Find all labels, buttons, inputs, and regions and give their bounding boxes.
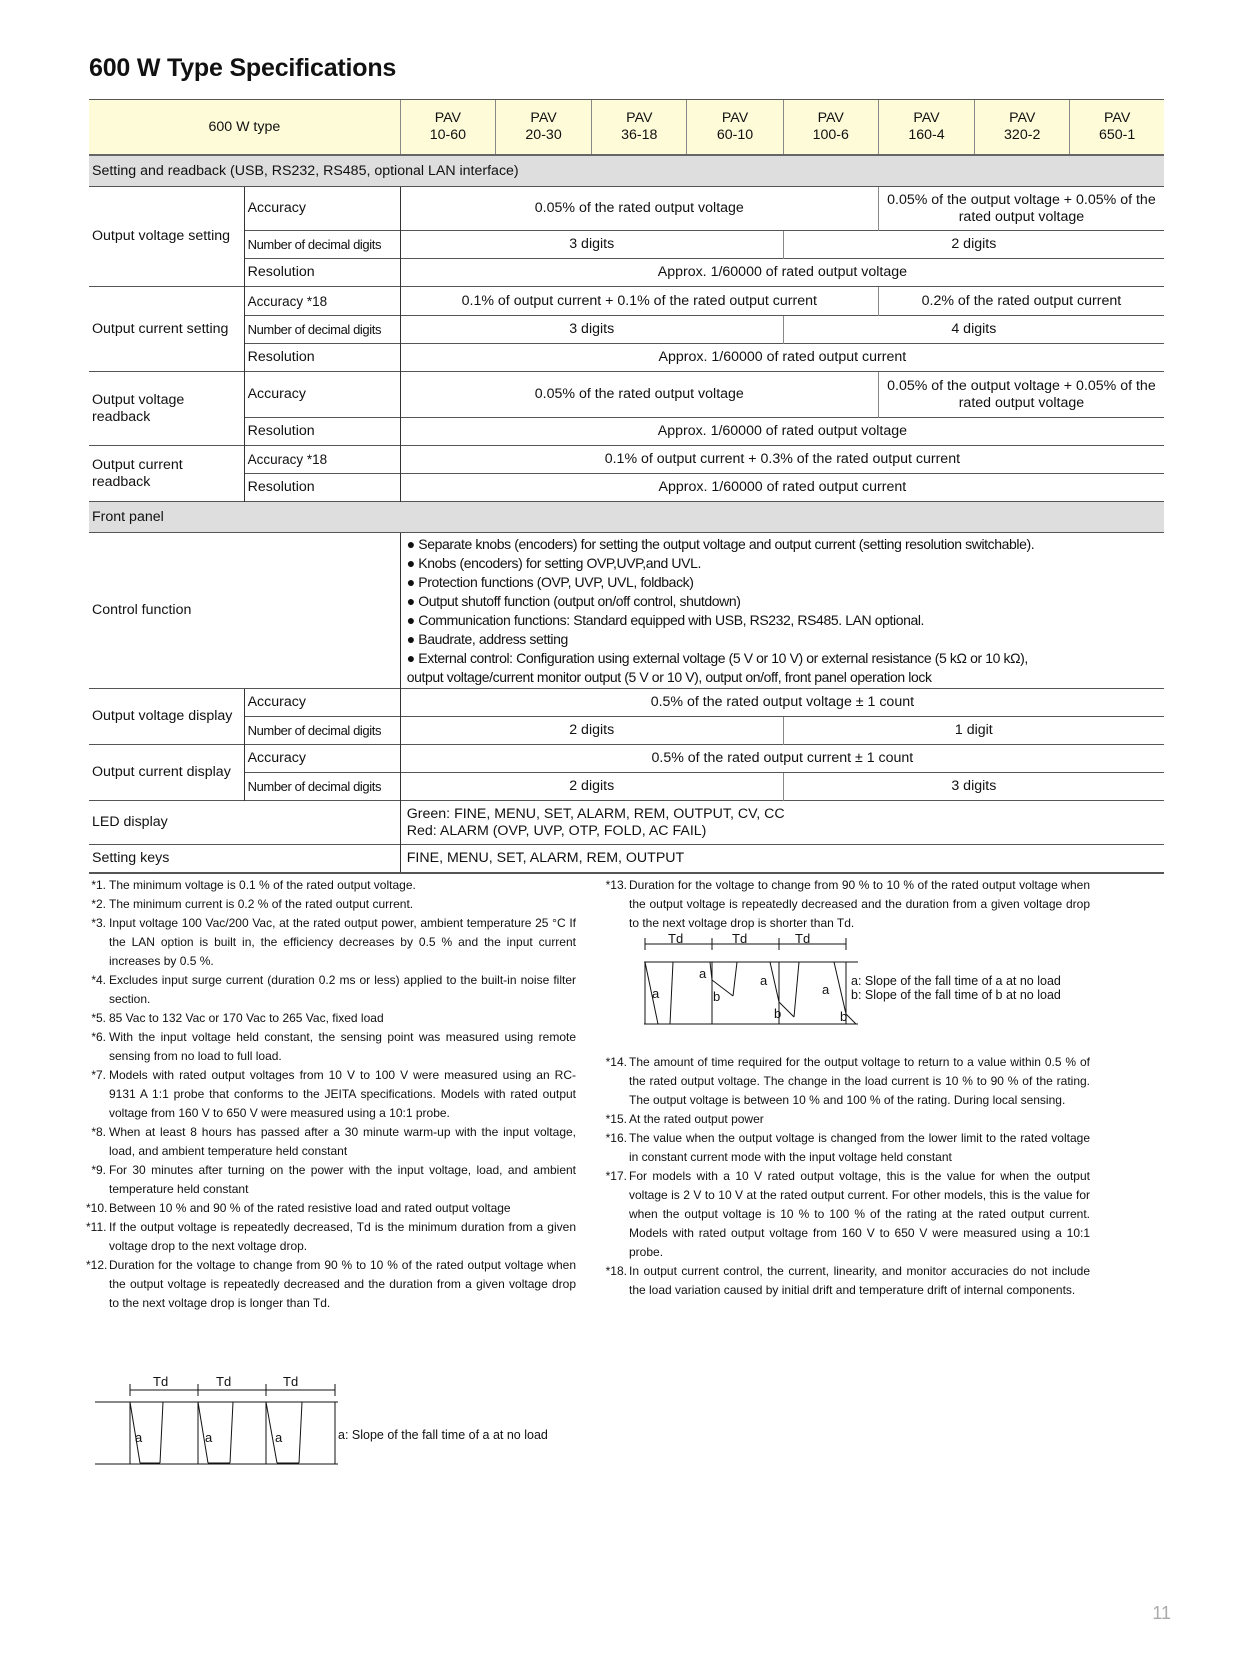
svg-text:b: b [774,1006,782,1021]
svg-text:a: a [205,1430,213,1445]
footnotes-left [86,876,576,1313]
svg-text:Td: Td [795,932,811,946]
model-col: PAV 60-10 [687,100,783,156]
svg-text:Td: Td [668,932,684,946]
svg-text:Td: Td [732,932,748,946]
model-col: PAV 10-60 [400,100,495,156]
model-col: PAV 320-2 [975,100,1070,156]
param-label: Number of decimal digits [244,773,400,801]
footnote: *12. Duration for the voltage to change from 90 % to 10 % of the rated output voltage when the output voltage is repeatedly decreased and the duration from a given voltage drop to the next voltage drop is longer than Td. [86,1258,576,1310]
row-group-label: Output voltage display [89,689,244,745]
footnote: *7. Models with rated output voltages from 10 V to 100 V were measured using an RC-9131 A 1:1 probe that conforms to the JEITA specifications. Models with rated output voltage from 160 V to 650 V were measured using a 10:1 probe. [91,1068,576,1120]
row-group-label: Output voltage readback [89,372,244,446]
param-label: Resolution [244,344,400,372]
value-cell: 4 digits [783,316,1164,344]
diagram-legend: b: Slope of the fall time of b at no load [851,988,1061,1002]
list-item: ● Baudrate, address setting [406,630,568,647]
footnote: *3. Input voltage 100 Vac/200 Vac, at the rated output power, ambient temperature 25 °C If the LAN option is built in, the efficiency decreases by 0.5 % and the input current increases by 0.5 %. [91,916,576,968]
value-cell: 3 digits [400,316,783,344]
diagram-legend: a: Slope of the fall time of a at no load [338,1428,548,1442]
footnote: *1. The minimum voltage is 0.1 % of the rated output voltage. [91,878,416,892]
footnote: *15. At the rated output power [605,1112,764,1126]
footnote: *18. In output current control, the current, linearity, and monitor accuracies do not include the load variation caused by initial drift and temperature drift of internal components. [605,1264,1090,1297]
list-item: ● Separate knobs (encoders) for setting the output voltage and output current (setting resolution switchable). [406,535,1035,552]
footnotes-right-top [602,876,1090,933]
param-label: Accuracy *18 [244,287,400,316]
list-item: ● External control: Configuration using external voltage (5 V or 10 V) or external resistance (5 kΩ or 10 kΩ), [406,649,1028,666]
fall-time-diagram-shorter [644,932,1144,1032]
list-item: ● Knobs (encoders) for setting OVP,UVP,and UVL. [406,554,701,571]
value-cell: 2 digits [783,231,1164,259]
param-label: Accuracy [244,689,400,717]
value-cell: 3 digits [783,773,1164,801]
value-cell: 0.1% of output current + 0.1% of the rated output current [400,287,878,316]
list-item: ● Communication functions: Standard equipped with USB, RS232, RS485. LAN optional. [406,611,925,628]
row-group-label: Setting keys [89,845,400,873]
footnote: *5. 85 Vac to 132 Vac or 170 Vac to 265 Vac, fixed load [91,1011,384,1025]
param-label: Accuracy [244,745,400,773]
footnote: *2. The minimum current is 0.2 % of the rated output current. [91,897,414,911]
svg-text:a: a [699,966,707,981]
value-cell: 3 digits [400,231,783,259]
fall-time-diagram-longer [95,1372,595,1482]
led-display-value: Green: FINE, MENU, SET, ALARM, REM, OUTPUT, CV, CC Red: ALARM (OVP, UVP, OTP, FOLD, AC FAIL) [400,801,1164,845]
page-number: 11 [1152,1603,1171,1623]
list-item: output voltage/current monitor output (5 V or 10 V), output on/off, front panel operation lock [406,668,932,685]
param-label: Number of decimal digits [244,717,400,745]
param-label: Number of decimal digits [244,231,400,259]
value-cell: 0.05% of the output voltage + 0.05% of the rated output voltage [878,372,1164,418]
control-function-list [400,533,1164,689]
svg-text:a: a [652,986,660,1001]
svg-text:Td: Td [283,1374,299,1389]
row-group-label: Output current display [89,745,244,801]
value-cell: 0.2% of the rated output current [878,287,1164,316]
model-col: PAV 20-30 [495,100,591,156]
value-cell: 1 digit [783,717,1164,745]
footnote: *13. Duration for the voltage to change from 90 % to 10 % of the rated output voltage when the output voltage is repeatedly decreased and the duration from a given voltage drop to the next voltage drop is shorter than Td. [605,878,1090,930]
row-group-label: Control function [89,533,400,689]
param-label: Accuracy [244,187,400,231]
value-cell: 2 digits [400,717,783,745]
footnote: *11. If the output voltage is repeatedly decreased, Td is the minimum duration from a given voltage drop to the next voltage drop. [86,1220,576,1253]
value-cell: 0.5% of the rated output current ± 1 count [400,745,1164,773]
model-col: PAV 160-4 [878,100,974,156]
footnote: *6. With the input voltage held constant, the sensing point was measured using remote sensing from no load to full load. [91,1030,576,1063]
svg-text:b: b [840,1009,848,1024]
value-cell: Approx. 1/60000 of rated output current [400,474,1164,502]
value-cell: Approx. 1/60000 of rated output current [400,344,1164,372]
page-title: 600 W Type Specifications [89,54,397,82]
footnote: *17. For models with a 10 V rated output voltage, this is the value for when the output voltage is 2 V to 10 V at the rated output current. For other models, this is the value for when the output voltage is 10 % to 100 % of the rating at the rated output current. Models with rated output voltage from 160 V to 650 V were measured using a 10:1 probe. [605,1169,1090,1259]
row-group-label: Output current readback [89,446,244,502]
value-cell: 2 digits [400,773,783,801]
svg-text:a: a [135,1430,143,1445]
svg-text:a: a [275,1430,283,1445]
list-item: ● Output shutoff function (output on/off control, shutdown) [406,592,741,609]
row-group-label: LED display [89,801,400,845]
value-cell: 0.05% of the output voltage + 0.05% of the rated output voltage [878,187,1164,231]
footnote: *14. The amount of time required for the output voltage to return to a value within 0.5 % of the rated output voltage. The change in the load current is 10 % to 90 % of the rating. The output voltage is between 10 % and 100 % of the rating. During local sensing. [605,1055,1090,1107]
svg-text:Td: Td [216,1374,232,1389]
value-cell: FINE, MENU, SET, ALARM, REM, OUTPUT [400,845,1164,873]
spec-table [89,99,1164,874]
model-col: PAV 650-1 [1070,100,1164,156]
value-cell: 0.05% of the rated output voltage [400,372,878,418]
value-cell: Approx. 1/60000 of rated output voltage [400,418,1164,446]
section-heading: Setting and readback (USB, RS232, RS485, optional LAN interface) [89,155,1164,187]
value-cell: 0.05% of the rated output voltage [400,187,878,231]
model-col: PAV 36-18 [592,100,687,156]
value-cell: Approx. 1/60000 of rated output voltage [400,259,1164,287]
footnote: *4. Excludes input surge current (duration 0.2 ms or less) applied to the built-in noise filter section. [91,973,576,1006]
model-col: PAV 100-6 [783,100,878,156]
header-row [89,100,1164,156]
svg-text:Td: Td [153,1374,169,1389]
param-label: Resolution [244,259,400,287]
footnote: *16. The value when the output voltage is changed from the lower limit to the rated voltage in constant current mode with the input voltage held constant [605,1131,1090,1164]
footnote: *8. When at least 8 hours has passed after a 30 minute warm-up with the input voltage, load, and ambient temperature held constant [91,1125,576,1158]
value-cell: 0.1% of output current + 0.3% of the rated output current [400,446,1164,474]
svg-text:a: a [760,973,768,988]
param-label: Number of decimal digits [244,316,400,344]
row-group-label: Output voltage setting [89,187,244,287]
value-cell: 0.5% of the rated output voltage ± 1 count [400,689,1164,717]
footnote: *10. Between 10 % and 90 % of the rated resistive load and rated output voltage [86,1201,511,1215]
svg-text:b: b [713,989,721,1004]
param-label: Resolution [244,474,400,502]
list-item: ● Protection functions (OVP, UVP, UVL, foldback) [406,573,694,590]
section-heading: Front panel [89,502,1164,533]
svg-text:a: a [822,982,830,997]
param-label: Accuracy *18 [244,446,400,474]
param-label: Accuracy [244,372,400,418]
footnotes-right [602,1053,1090,1300]
header-label: 600 W type [89,100,400,156]
footnote: *9. For 30 minutes after turning on the power with the input voltage, load, and ambient temperature held constant [91,1163,576,1196]
row-group-label: Output current setting [89,287,244,372]
diagram-legend: a: Slope of the fall time of a at no load [851,974,1061,988]
param-label: Resolution [244,418,400,446]
